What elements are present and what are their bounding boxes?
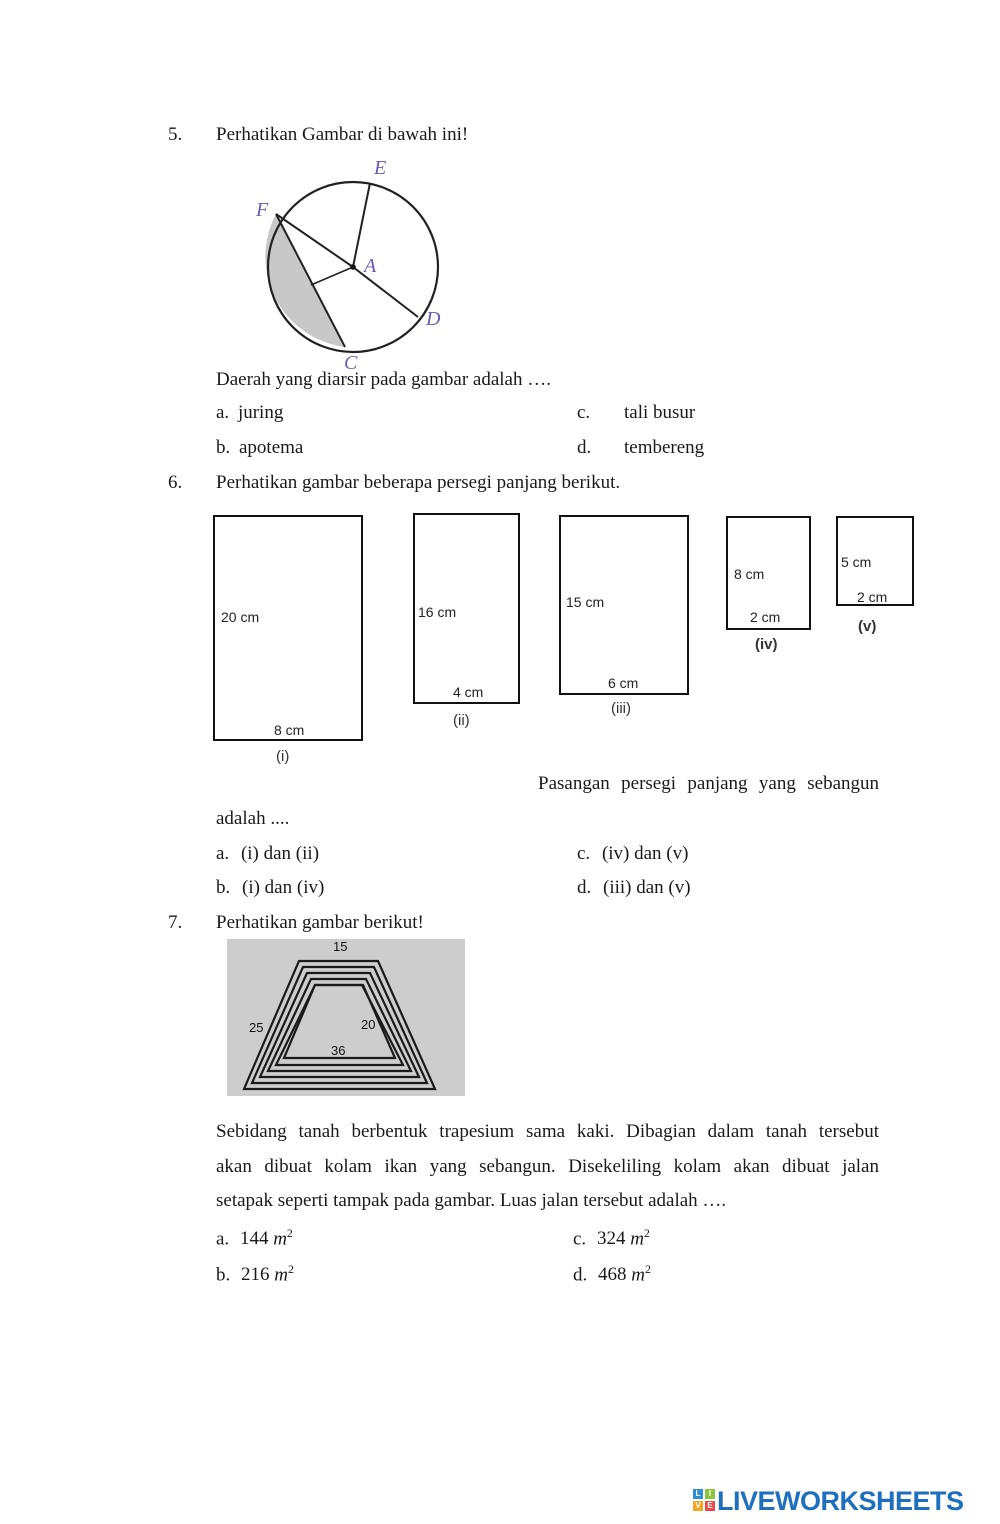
- option-text: (i) dan (ii): [240, 843, 320, 864]
- option-letter: a.: [216, 843, 230, 864]
- q7-number: 7.: [168, 912, 183, 933]
- label-left: 25: [249, 1020, 264, 1035]
- label-c: C: [344, 352, 358, 374]
- unit-symbol: m: [631, 1264, 645, 1286]
- q7-paragraph-line1: Sebidang tanah berbentuk trapesium sama kaki. Dibagian dalam tanah tersebut: [216, 1121, 879, 1142]
- option-text: (iv) dan (v): [601, 843, 689, 864]
- label-d: D: [426, 308, 441, 330]
- rect-iii-width: 6 cm: [608, 675, 639, 691]
- option-letter: b.: [216, 1264, 231, 1286]
- q5-option-a[interactable]: [216, 402, 283, 424]
- q6-option-b[interactable]: [216, 877, 324, 899]
- rect-i-height: 20 cm: [221, 609, 260, 625]
- trapezoid-photo: [227, 939, 465, 1096]
- q7-option-c[interactable]: [573, 1226, 650, 1250]
- option-letter: d.: [577, 437, 592, 458]
- option-text: tembereng: [624, 437, 705, 458]
- option-letter: a.: [216, 402, 230, 423]
- option-text: tali busur: [624, 402, 696, 423]
- option-value: 468: [598, 1264, 627, 1286]
- unit-exponent: 2: [644, 1262, 651, 1276]
- q7-paragraph-line3: setapak seperti tampak pada gambar. Luas jalan tersebut adalah ….: [216, 1190, 727, 1211]
- label-right: 20: [361, 1017, 376, 1032]
- q7-prompt: Perhatikan gambar berikut!: [216, 912, 424, 933]
- option-letter: c.: [577, 402, 591, 423]
- rect-ii-height: 16 cm: [418, 604, 457, 620]
- apothem-line: [311, 267, 353, 285]
- q5-option-b[interactable]: [216, 437, 303, 459]
- unit-exponent: 2: [286, 1226, 293, 1240]
- option-value: 324: [596, 1228, 626, 1250]
- brand-text: LIVEWORKSHEETS: [717, 1486, 964, 1516]
- unit-exponent: 2: [643, 1226, 650, 1240]
- rect-iii-height: 15 cm: [566, 594, 605, 610]
- q5-option-c[interactable]: [577, 402, 696, 424]
- q6-option-c[interactable]: [577, 843, 688, 865]
- rect-i-caption: (i): [276, 748, 290, 765]
- unit-symbol: m: [274, 1264, 288, 1286]
- label-top: 15: [333, 939, 348, 954]
- q5-option-d[interactable]: [577, 437, 705, 459]
- option-letter: d.: [573, 1264, 588, 1286]
- q5-prompt: Perhatikan Gambar di bawah ini!: [216, 124, 469, 145]
- option-value: 216: [241, 1264, 270, 1286]
- option-letter: d.: [577, 877, 592, 898]
- q5-number: 5.: [168, 124, 183, 145]
- rect-ii-width: 4 cm: [453, 684, 484, 700]
- q6-option-d[interactable]: [577, 877, 691, 899]
- q6-number: 6.: [168, 472, 183, 493]
- rect-v-width: 2 cm: [857, 589, 888, 605]
- rect-iv-width: 2 cm: [750, 609, 781, 625]
- trapezoid-figure: [227, 939, 465, 1096]
- option-letter: b.: [216, 437, 231, 458]
- unit-symbol: m: [630, 1228, 644, 1250]
- rect-iv-height: 8 cm: [734, 566, 765, 582]
- q5-question: Daerah yang diarsir pada gambar adalah ….: [216, 369, 551, 390]
- q6-prompt: Perhatikan gambar beberapa persegi panjang berikut.: [216, 472, 621, 493]
- rect-i-width: 8 cm: [274, 722, 305, 738]
- unit-exponent: 2: [287, 1262, 294, 1276]
- circle-figure: [240, 150, 470, 375]
- radius-ad: [353, 267, 418, 317]
- q6-option-a[interactable]: [216, 843, 319, 865]
- rect-ii-caption: (ii): [453, 712, 470, 729]
- option-letter: b.: [216, 877, 231, 898]
- option-letter: a.: [216, 1228, 230, 1250]
- rectangle-i: [213, 515, 363, 741]
- option-letter: c.: [573, 1228, 587, 1250]
- option-text: (iii) dan (v): [603, 877, 691, 898]
- q7-option-a[interactable]: [216, 1226, 293, 1250]
- logo-icon: L I V E: [693, 1489, 715, 1511]
- label-a: A: [364, 255, 377, 277]
- option-letter: c.: [577, 843, 591, 864]
- q7-option-d[interactable]: [573, 1262, 651, 1286]
- rect-v-height: 5 cm: [841, 554, 872, 570]
- q6-question-line2: adalah ....: [216, 808, 290, 829]
- q7-option-b[interactable]: [216, 1262, 294, 1286]
- unit-symbol: m: [273, 1228, 287, 1250]
- option-text: apotema: [239, 437, 304, 458]
- q6-question-line1: Pasangan persegi panjang yang sebangun: [538, 773, 879, 794]
- option-text: (i) dan (iv): [242, 877, 325, 898]
- label-bottom: 36: [331, 1043, 346, 1058]
- rect-v-caption: (v): [858, 618, 877, 635]
- option-text: juring: [237, 402, 284, 423]
- center-point: [350, 264, 356, 270]
- option-value: 144: [239, 1228, 269, 1250]
- label-f: F: [256, 199, 269, 221]
- q7-paragraph-line2: akan dibuat kolam ikan yang sebangun. Disekeliling kolam akan dibuat jalan: [216, 1156, 879, 1177]
- rect-iv-caption: (iv): [755, 636, 778, 653]
- label-e: E: [374, 157, 387, 179]
- rect-iii-caption: (iii): [611, 700, 631, 717]
